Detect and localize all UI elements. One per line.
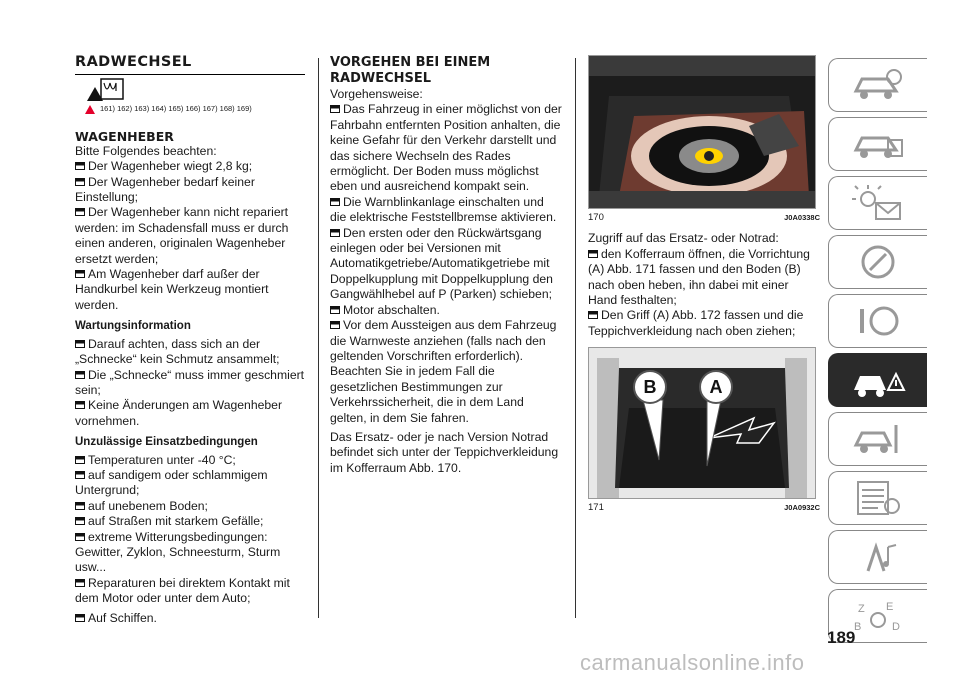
bullet-icon (75, 369, 85, 378)
bullet-icon (330, 304, 340, 313)
spare-wheel-image (589, 56, 815, 208)
list-item: Das Fahrzeug in einer möglichst von der Fahrbahn entfernten Position anhalten, die keine Gefahr für den Verkehr darstellt und das sichere Wechseln des Rades ermöglicht. Der Boden muss möglichst eben und ausreichend kompakt sein. (330, 102, 562, 194)
title-conditions: Unzulässige Einsatzbedingungen (75, 436, 258, 449)
list-item: Temperaturen unter -40 °C; (75, 453, 305, 468)
list-item: Der Wagenheber wiegt 2,8 kg; (75, 159, 305, 174)
figure-spare-wheel (588, 55, 816, 209)
list-item: Motor abschalten. (330, 303, 562, 318)
list-item: auf Straßen mit starkem Gefälle; (75, 514, 305, 529)
column-divider (318, 58, 319, 618)
emergency-icon (848, 360, 908, 400)
tab-maintenance[interactable] (828, 412, 927, 466)
index-icon (848, 596, 908, 636)
bullet-icon (330, 103, 340, 112)
label-b: B (633, 370, 667, 404)
bullet-icon (75, 612, 85, 621)
warning-ref-list: 161) 162) 163) 164) 165) 166) 167) 168) 169) (100, 104, 252, 114)
list-item: Keine Änderungen am Wagenheber vornehmen. (75, 398, 283, 428)
list-item: Der Wagenheber kann nicht repariert werden: im Schadensfall muss er durch einen anderen, originalen Wagenheber ersetzt werden; (75, 205, 289, 266)
multimedia-icon (848, 537, 908, 577)
section-heading: RADWECHSEL (75, 55, 305, 75)
tab-emergency[interactable] (828, 353, 927, 407)
subheading-jack: WAGENHEBER (75, 128, 174, 144)
list-item: auf sandigem oder schlammigem Untergrund; (75, 467, 268, 498)
tab-lights[interactable] (828, 176, 927, 230)
svg-text:D: D (892, 621, 900, 633)
list-item: auf unebenem Boden; (75, 499, 305, 514)
list-item: Den Griff (A) Abb. 172 fassen und die Teppichverkleidung nach oben ziehen; (588, 308, 804, 338)
procedure-list (330, 102, 562, 426)
tab-specs[interactable] (828, 471, 927, 525)
bullet-icon (588, 248, 598, 257)
bullet-icon (75, 338, 85, 347)
figure-caption (588, 210, 820, 225)
intro-text: Bitte Folgendes beachten: (75, 143, 217, 158)
tab-multimedia[interactable] (828, 530, 927, 584)
list-item: Reparaturen bei direktem Kontakt mit dem Motor oder unter dem Auto; (75, 575, 290, 606)
procedure-heading: VORGEHEN BEI EINEM RADWECHSEL (330, 55, 491, 86)
tab-dashboard[interactable] (828, 58, 927, 112)
bullet-icon (330, 227, 340, 236)
figure-number: 171 (588, 502, 604, 514)
column-left (75, 55, 305, 626)
column-right (588, 55, 820, 516)
access-intro: Zugriff auf das Ersatz- oder Notrad: (588, 231, 779, 246)
tab-safety[interactable] (828, 235, 927, 289)
lights-mail-icon (848, 183, 908, 223)
airbag-seat-icon (848, 242, 908, 282)
access-list (588, 247, 820, 339)
maintenance-icon (848, 419, 908, 459)
bullet-icon (75, 469, 85, 478)
tab-car-info[interactable] (828, 117, 927, 171)
bullet-icon (75, 399, 85, 408)
list-item: Der Wagenheber bedarf keiner Einstellung; (75, 174, 255, 205)
trunk-image (589, 348, 815, 498)
column-divider (575, 58, 576, 618)
bullet-icon (75, 206, 85, 215)
list-item: extreme Witterungsbedingungen: Gewitter, Zyklon, Schneesturm, Sturm usw... (75, 529, 281, 575)
jack-list (75, 159, 305, 313)
figure-code: J0A0338C (784, 213, 820, 222)
car-info-icon (848, 124, 908, 164)
procedure-intro: Vorgehensweise: (330, 87, 423, 101)
column-middle (330, 55, 562, 476)
list-item: Am Wagenheber darf außer der Handkurbel kein Werkzeug montiert werden. (75, 267, 269, 312)
bullet-icon (75, 515, 85, 524)
bullet-icon (75, 160, 85, 169)
dashboard-car-icon (848, 65, 908, 105)
list-item: Die „Schnecke“ muss immer geschmiert sein; (75, 367, 305, 397)
figure-code: J0A0932C (784, 503, 820, 513)
bullet-icon (75, 454, 85, 463)
bullet-icon (75, 176, 85, 185)
list-item: Die Warnblinkanlage einschalten und die elektrische Feststellbremse aktivieren. (330, 194, 557, 225)
book-warning-icon (85, 77, 125, 103)
steering-icon (848, 301, 908, 341)
bullet-icon (75, 531, 85, 540)
watermark: carmanualsonline.info (580, 650, 805, 675)
bullet-icon (75, 577, 85, 586)
list-item: Vor dem Aussteigen aus dem Fahrzeug die Warnweste anziehen (falls nach den geltenden Vorschriften erforderlich). Beachten Sie in jedem Fall die gesetzlichen Bestimmungen zur Verkehrssicherheit, die in dem Land gelten, in dem Sie fahren. (330, 318, 557, 425)
spare-wheel-location: Das Ersatz- oder je nach Version Notrad befindet sich unter der Teppichverkleidung im Kofferraum Abb. 170. (330, 429, 559, 475)
page-number: 189 (827, 628, 856, 647)
bullet-icon (330, 196, 340, 205)
title-maintenance: Wartungsinformation (75, 320, 191, 333)
figure-trunk-floor (588, 347, 816, 499)
figure-number: 170 (588, 212, 604, 223)
list-item: Den ersten oder den Rückwärtsgang einlegen oder bei Versionen mit Automatikgetriebe/Automatikgetriebe mit Doppelkupplung mit Doppelkupplung den Gangwählhebel auf P (Parken) schieben; (330, 225, 553, 302)
bullet-icon (75, 268, 85, 277)
bullet-icon (330, 319, 340, 328)
bullet-icon (75, 500, 85, 509)
list-item: den Kofferraum öffnen, die Vorrichtung (A) Abb. 171 fassen und den Boden (B) nach oben heben, ihn dabei mit einer Hand festhalten; (588, 246, 810, 308)
figure-caption (588, 500, 820, 515)
svg-text:E: E (886, 601, 894, 613)
bullet-icon (588, 309, 598, 318)
svg-text:B: B (854, 621, 862, 633)
tab-driving[interactable] (828, 294, 927, 348)
maintenance-list (75, 337, 305, 429)
label-a: A (699, 370, 733, 404)
conditions-list (75, 453, 305, 626)
svg-text:Z: Z (858, 603, 865, 615)
warning-triangle-icon (85, 105, 95, 114)
list-item: Darauf achten, dass sich an der „Schnecke“ kein Schmutz ansammelt; (75, 336, 280, 367)
specs-icon (848, 478, 908, 518)
chapter-tabs (828, 58, 932, 648)
list-item: Auf Schiffen. (75, 611, 305, 626)
